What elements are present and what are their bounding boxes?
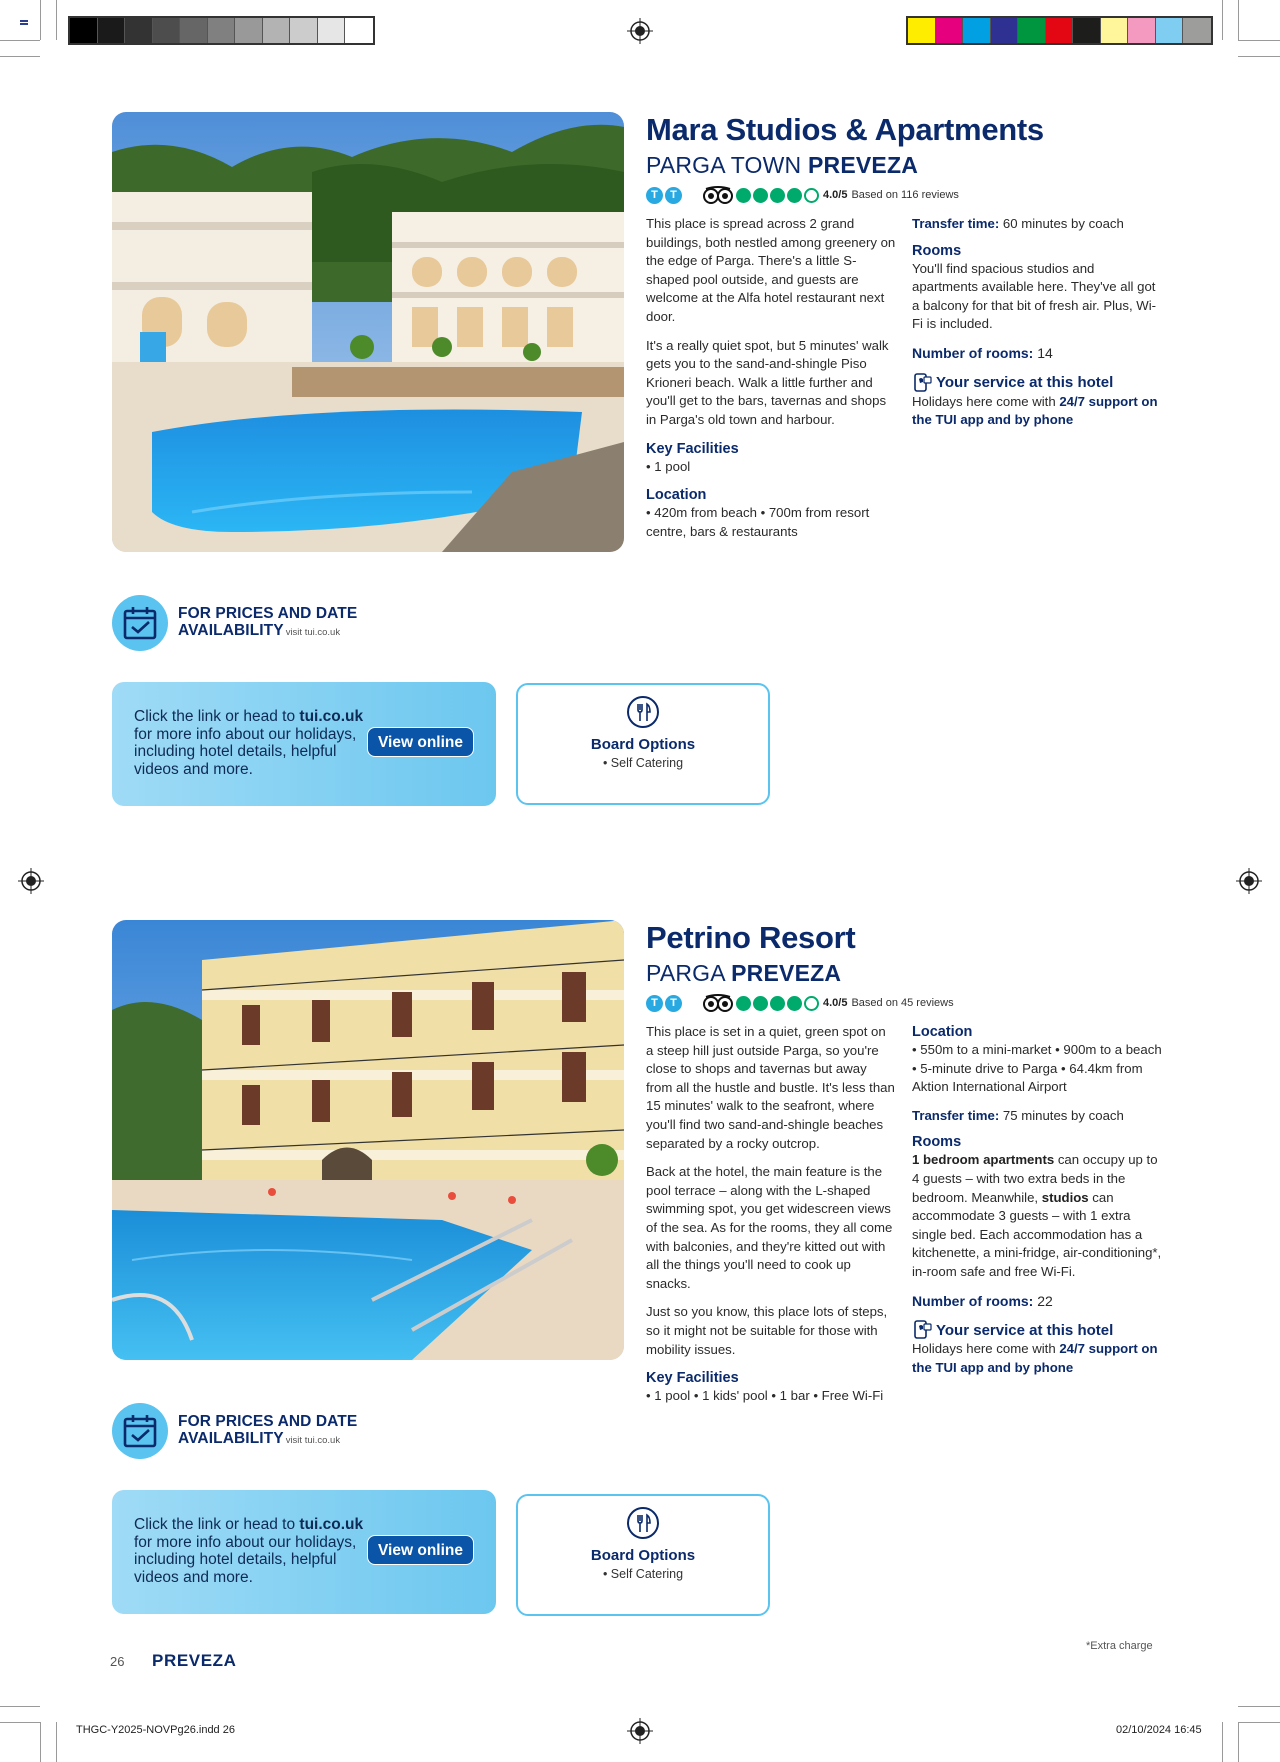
hotel-card-mara (112, 112, 1158, 812)
crop-mark (56, 0, 57, 40)
transfer-label: Transfer time: (912, 1107, 1000, 1123)
registration-mark-icon (18, 868, 44, 894)
color-swatch (345, 18, 373, 43)
crop-mark (1238, 1722, 1239, 1762)
slug-timestamp: 02/10/2024 16:45 (1116, 1724, 1202, 1736)
rooms-description: You'll find spacious studios and apartments available here. They've all got a balcony for that bit of fresh air. Plus, Wi-Fi is included. (912, 260, 1157, 332)
cutlery-icon (626, 695, 660, 729)
color-swatch (70, 18, 98, 43)
rating-row (646, 993, 1166, 1013)
crop-mark (1222, 0, 1223, 40)
hotel-photo (112, 920, 624, 1360)
service-text-bold: 24/7 support on the TUI app and by phone (912, 1341, 1158, 1375)
color-swatch (125, 18, 153, 43)
tui-badge-icon: T (646, 187, 663, 204)
rating-bubble-icon (753, 996, 768, 1011)
description-column-left (646, 215, 896, 551)
color-swatch (1156, 18, 1184, 43)
location-region: PREVEZA (807, 152, 919, 178)
rating-bubbles (736, 188, 819, 203)
tui-link[interactable]: tui.co.uk (299, 1516, 364, 1533)
phone-support-icon (912, 1320, 932, 1340)
color-swatch-bar (906, 16, 1213, 45)
service-text: Holidays here come with (912, 1341, 1060, 1357)
hotel-name: Mara Studios & Apartments (646, 112, 1044, 147)
board-options-box (516, 683, 770, 805)
color-swatch (208, 18, 236, 43)
rating-bubble-icon (787, 188, 802, 203)
crop-mark (56, 1722, 57, 1762)
color-swatch (290, 18, 318, 43)
more-info-text-part: Click the link or head to (134, 1516, 300, 1533)
crop-mark (1238, 0, 1239, 40)
visit-link[interactable]: visit tui.co.uk (285, 627, 341, 638)
description-paragraph: Back at the hotel, the main feature is the pool terrace – along with the L-shaped swimming spot, you get widescreen views of the sea. As for the rooms, they all come with balconies, and they're kitted out with all the things you'll need to cook up snacks. (646, 1164, 893, 1291)
more-info-text-part: for more info about our holidays, including hotel details, helpful videos and more. (134, 725, 357, 778)
rating-bubble-icon (736, 996, 751, 1011)
view-online-button[interactable]: View online (367, 727, 474, 757)
transfer-value: 60 minutes by coach (999, 216, 1124, 231)
slug-filename: THGC-Y2025-NOVPg26.indd 26 (76, 1724, 235, 1736)
page-number: 26 (110, 1654, 125, 1669)
board-option-item: • Self Catering (602, 756, 684, 770)
more-info-box (112, 1490, 496, 1614)
location-town: PARGA TOWN (646, 152, 808, 178)
service-heading (912, 1320, 1162, 1340)
hotel-location (646, 150, 1166, 180)
description-column-right (912, 1023, 1162, 1377)
color-swatch (991, 18, 1019, 43)
service-heading-text: Your service at this hotel (936, 374, 1114, 392)
color-swatch (908, 18, 936, 43)
footnote: *Extra charge (1086, 1640, 1153, 1652)
rating-bubble-icon (736, 188, 751, 203)
hotel-photo-image (112, 112, 624, 552)
tui-badge-icon: T (646, 995, 663, 1012)
description-paragraph: This place is set in a quiet, green spot on a steep hill just outside Parga, so you're close to shops and tavernas but away from all the hustle and bustle. It's less than 15 minutes' walk to the seafront, where you'll find two sand-and-shingle beaches separated by a rocky outcrop. (646, 1024, 895, 1151)
service-heading-text: Your service at this hotel (936, 1321, 1114, 1339)
more-info-text (134, 1516, 364, 1586)
hotel-name: Petrino Resort (646, 920, 856, 955)
color-swatch (98, 18, 126, 43)
board-option-item: • Self Catering (602, 1567, 684, 1581)
prices-availability (112, 1403, 357, 1459)
prices-text (178, 1413, 357, 1449)
color-swatch (235, 18, 263, 43)
color-swatch (1018, 18, 1046, 43)
location-heading: Location (912, 1024, 973, 1040)
hotel-photo (112, 112, 624, 552)
service-text-bold: 24/7 support on the TUI app and by phone (912, 393, 1158, 428)
crop-mark (0, 40, 40, 41)
rating-score: 4.0/5 (823, 997, 848, 1009)
availability-heading: AVAILABILITY (178, 1430, 284, 1447)
transfer-value: 75 minutes by coach (999, 1107, 1124, 1123)
location-heading: Location (646, 487, 707, 504)
hotel-card-petrino (112, 920, 1162, 1620)
rooms-count-value: 22 (1033, 1292, 1053, 1309)
crop-mark (40, 0, 41, 40)
tripadvisor-owl-icon (702, 994, 734, 1012)
rooms-type-1: 1 bedroom apartments (912, 1152, 1055, 1168)
color-swatch (1183, 18, 1211, 43)
view-online-button[interactable]: View online (367, 1535, 474, 1565)
more-info-text-part: Click the link or head to (134, 708, 300, 725)
service-description (912, 393, 1162, 430)
color-swatch (963, 18, 991, 43)
board-options-title: Board Options (590, 736, 696, 753)
crop-mark (0, 56, 40, 57)
transfer-time (912, 1107, 1162, 1126)
more-info-box (112, 682, 496, 806)
color-swatch (318, 18, 346, 43)
hotel-info (646, 920, 1166, 1404)
key-facilities-heading: Key Facilities (646, 440, 739, 457)
hotel-photo-image (112, 920, 624, 1360)
description-paragraph: This place is spread across 2 grand buildings, both nestled among greenery on the edge of Parga. There's a little S-shaped pool outside, and guests are welcome at the Alfa hotel restaurant next door. (646, 216, 896, 324)
key-facilities-list: • 1 pool (646, 458, 691, 474)
board-options-title: Board Options (590, 1547, 696, 1564)
more-info-text-part: for more info about our holidays, including hotel details, helpful videos and more. (134, 1533, 357, 1586)
service-heading (912, 373, 1162, 393)
number-of-rooms (912, 1292, 1162, 1311)
key-facilities-list: • 1 pool • 1 kids' pool • 1 bar • Free Wi-Fi (646, 1388, 884, 1404)
location-region: PREVEZA (731, 960, 842, 986)
calendar-icon (112, 595, 168, 651)
grey-swatch-bar (68, 16, 375, 45)
crop-mark (0, 1706, 40, 1707)
description-paragraph: Just so you know, this place lots of steps, so it might not be suitable for those with mobility issues. (646, 1304, 888, 1357)
color-swatch (1046, 18, 1074, 43)
rooms-text: can occupy up to 4 guests – with two extra beds in the bedroom. Meanwhile, (912, 1152, 1158, 1205)
flag-mark (20, 20, 28, 28)
transfer-time (912, 215, 1162, 234)
rating-bubble-icon (804, 188, 819, 203)
cutlery-icon (626, 1506, 660, 1540)
rating-bubble-icon (770, 188, 785, 203)
rating-bubble-icon (787, 996, 802, 1011)
rating-review-count: Based on 45 reviews (851, 997, 954, 1009)
crop-mark (40, 1722, 41, 1762)
tui-badge-icon: T (665, 995, 682, 1012)
tui-badge-icon: T (665, 187, 682, 204)
service-description (912, 1340, 1162, 1377)
crop-mark (1238, 1706, 1280, 1707)
description-column-right (912, 215, 1162, 430)
tui-link[interactable]: tui.co.uk (299, 708, 364, 725)
prices-heading: FOR PRICES AND DATE (178, 605, 358, 622)
rooms-description (912, 1151, 1162, 1281)
hotel-location (646, 958, 1166, 988)
location-details: • 420m from beach • 700m from resort centre, bars & restaurants (646, 505, 870, 539)
crop-mark (1238, 1722, 1280, 1723)
more-info-text (134, 708, 364, 778)
rating-review-count: Based on 116 reviews (851, 189, 959, 201)
description-column-left (646, 1023, 896, 1416)
phone-support-icon (912, 373, 932, 393)
rating-bubble-icon (770, 996, 785, 1011)
calendar-icon (112, 1403, 168, 1459)
color-swatch (263, 18, 291, 43)
board-options-box (516, 1494, 770, 1616)
description-paragraph: It's a really quiet spot, but 5 minutes' walk gets you to the sand-and-shingle Piso Krioneri beach. Walk a little further and you'll get to the bars, tavernas and shops in Parga's old town and harbour. (646, 337, 889, 427)
prices-availability (112, 595, 357, 651)
registration-mark-icon (1236, 868, 1262, 894)
location-details: • 550m to a mini-market • 900m to a beach • 5-minute drive to Parga • 64.4km from Aktion International Airport (912, 1042, 1162, 1095)
rating-bubbles (736, 996, 819, 1011)
section-title: PREVEZA (152, 1651, 237, 1670)
rooms-count-value: 14 (1033, 344, 1053, 361)
transfer-label: Transfer time: (912, 216, 1000, 231)
rooms-text: can accommodate 3 guests – with 1 extra single bed. Each accommodation has a kitchenette, a mini-fridge, air-conditioning*, in-room safe and free Wi-Fi. (912, 1189, 1162, 1279)
prices-text (178, 605, 357, 641)
availability-heading: AVAILABILITY (178, 622, 284, 639)
rating-bubble-icon (804, 996, 819, 1011)
registration-mark-icon (627, 1718, 653, 1744)
color-swatch (1073, 18, 1101, 43)
rooms-type-2: studios (1041, 1189, 1089, 1205)
color-swatch (1101, 18, 1129, 43)
rating-bubble-icon (753, 188, 768, 203)
rating-score: 4.0/5 (823, 189, 848, 201)
rooms-count-label: Number of rooms: (912, 344, 1034, 361)
color-swatch (1128, 18, 1156, 43)
key-facilities-heading: Key Facilities (646, 1370, 739, 1387)
rooms-heading: Rooms (912, 242, 962, 259)
hotel-info (646, 112, 1166, 539)
color-swatch (936, 18, 964, 43)
rooms-heading: Rooms (912, 1134, 962, 1151)
rooms-count-label: Number of rooms: (912, 1292, 1034, 1309)
crop-mark (1238, 56, 1280, 57)
registration-mark-icon (627, 18, 653, 44)
rating-row (646, 185, 1166, 205)
visit-link[interactable]: visit tui.co.uk (285, 1435, 341, 1446)
service-text: Holidays here come with (912, 393, 1060, 409)
number-of-rooms (912, 344, 1162, 363)
color-swatch (180, 18, 208, 43)
tripadvisor-owl-icon (702, 186, 734, 204)
color-swatch (153, 18, 181, 43)
location-town: PARGA (646, 960, 732, 986)
crop-mark (0, 1722, 40, 1723)
prices-heading: FOR PRICES AND DATE (178, 1413, 358, 1430)
crop-mark (1222, 1722, 1223, 1762)
crop-mark (1238, 40, 1280, 41)
